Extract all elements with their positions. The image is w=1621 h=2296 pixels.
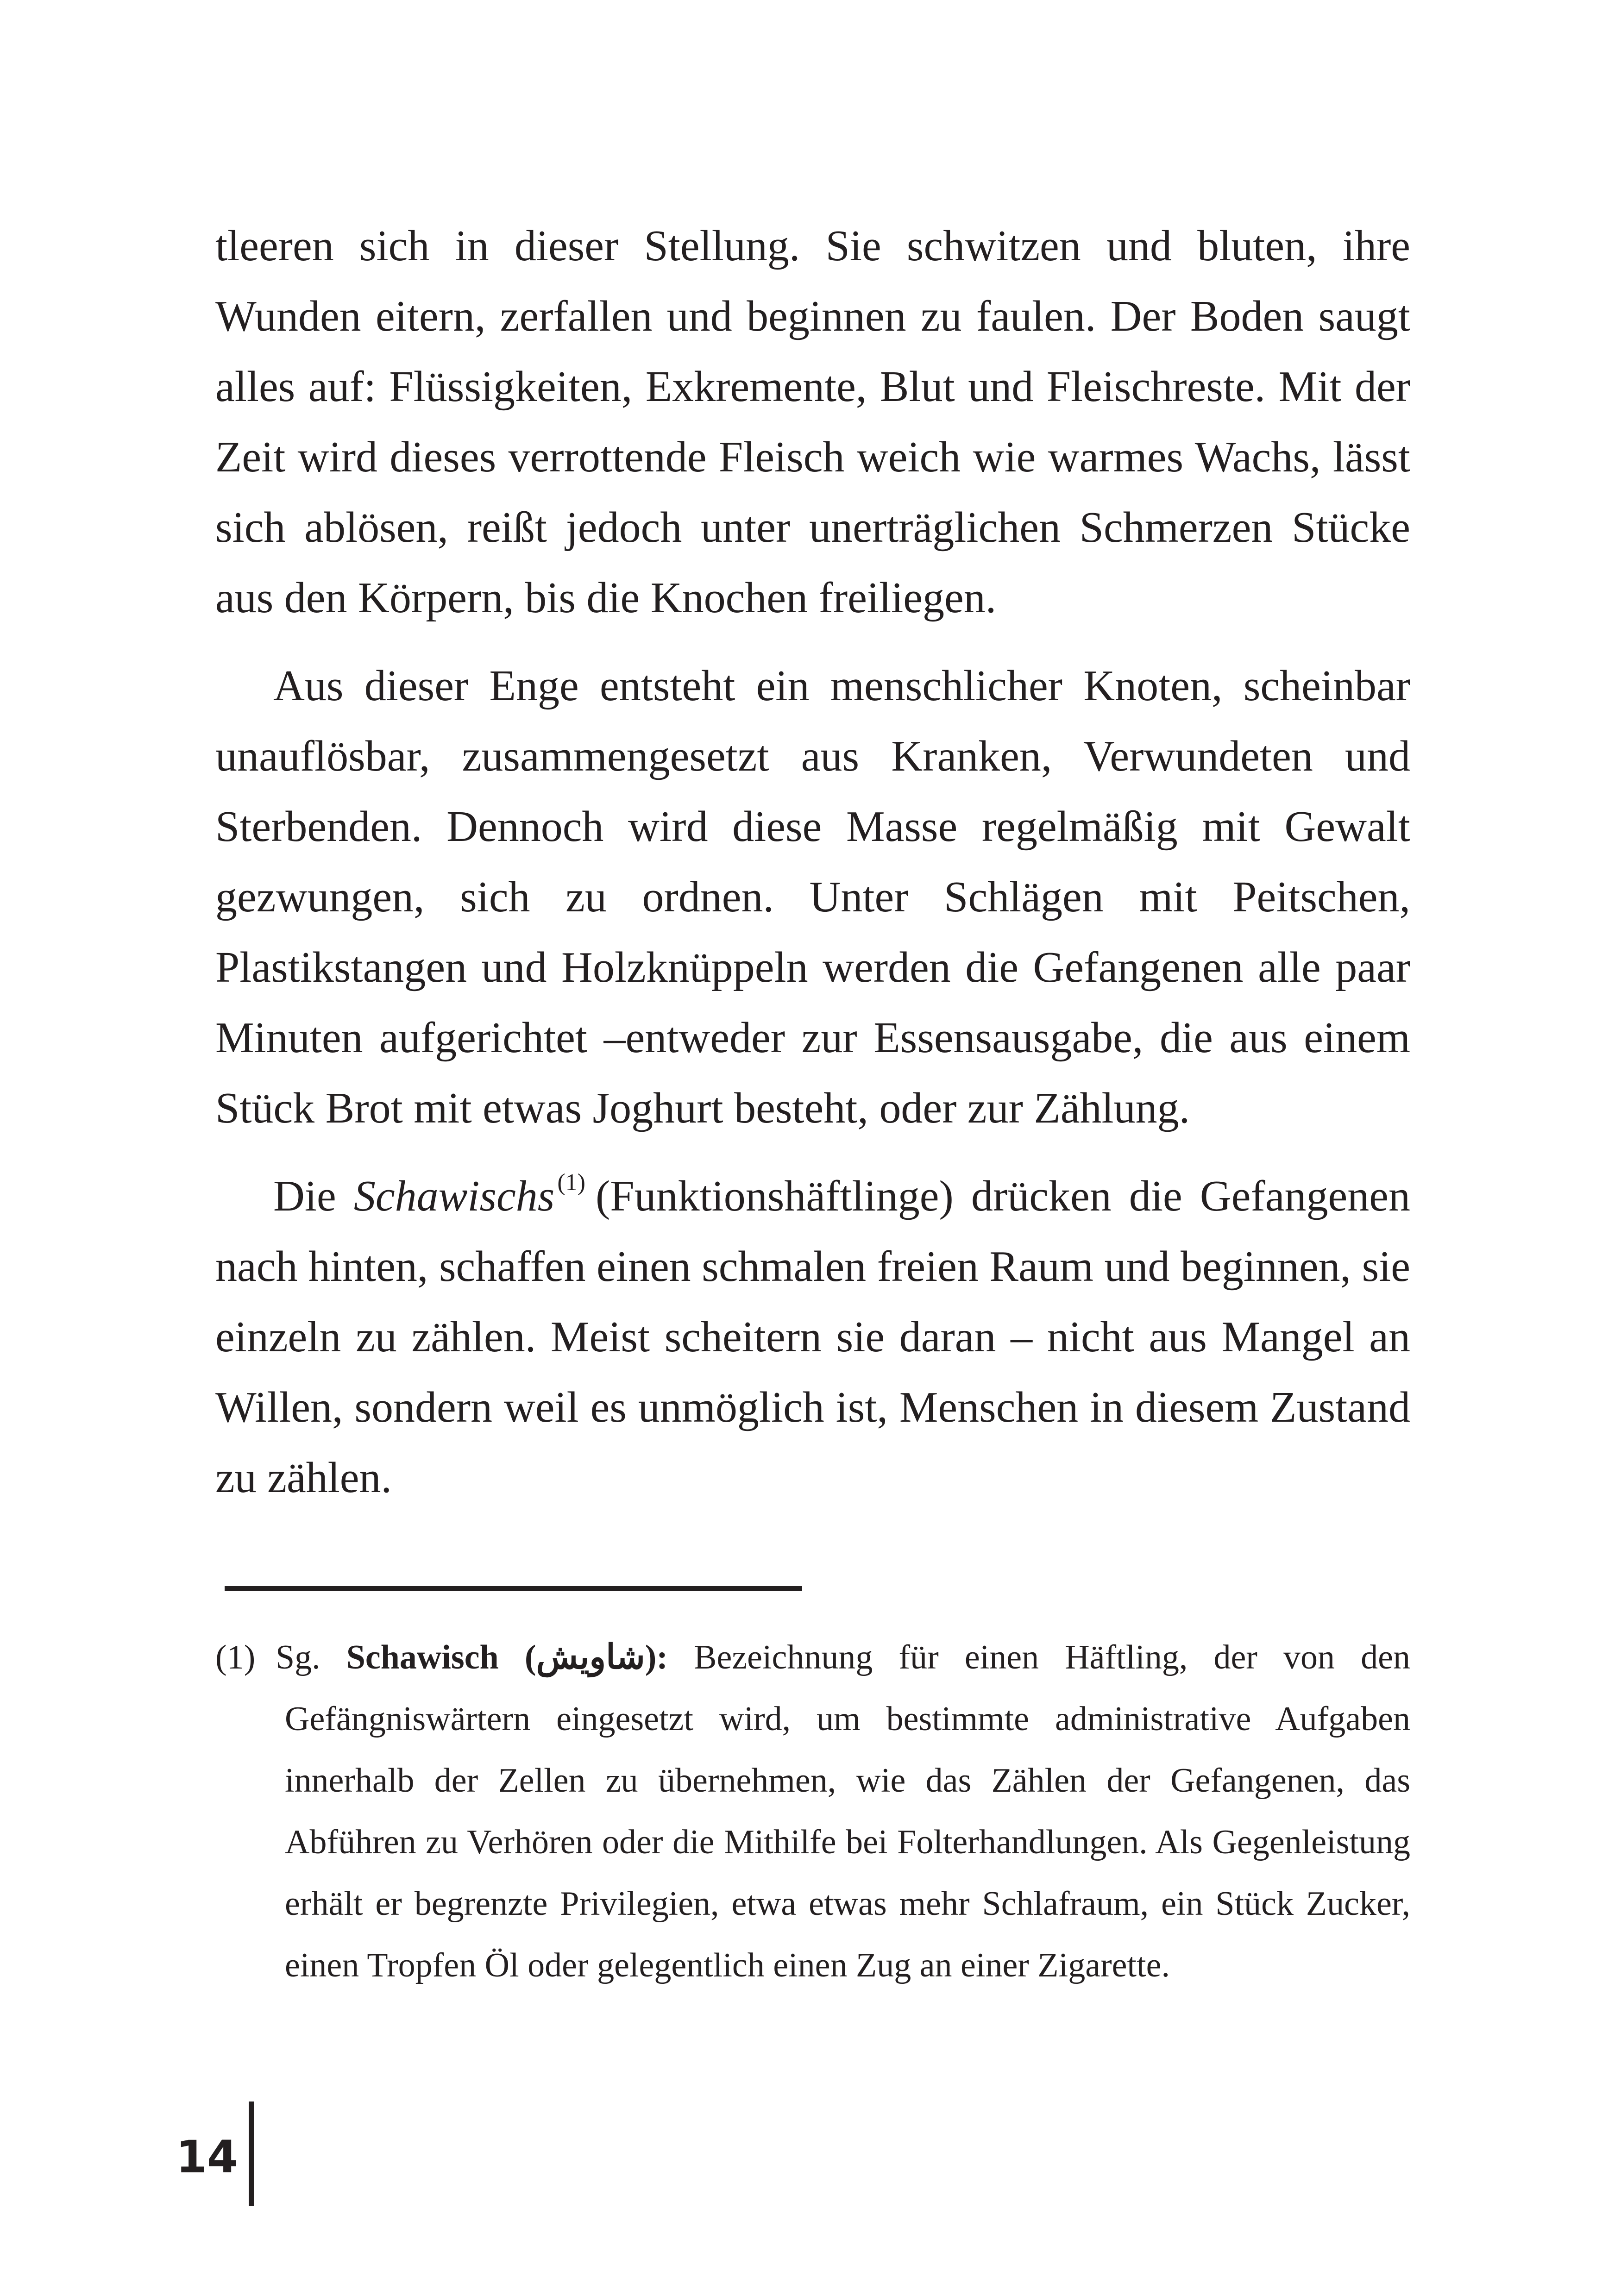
- paragraph-1: tleeren sich in dieser Stellung. Sie schwitzen und bluten, ihre Wunden eitern, zerfallen und beginnen zu faulen. Der Boden saugt alles auf: Flüssigkeiten, Exkremente, Blut und Fleischreste. Mit der Zeit wird dieses verrottende Fleisch weich wie warmes Wachs, lässt sich ablösen, reißt jedoch unter unerträglichen Schmerzen Stücke aus den Körpern, bis die Knochen freiliegen.: [215, 222, 1410, 622]
- paragraph-3-rest: (Funktionshäftlinge) drücken die Gefangenen nach hinten, schaffen einen schmalen freien Raum und beginnen, sie einzeln zu zählen. Meist scheitern sie daran – nicht aus Mangel an Willen, sondern weil es unmöglich ist, Menschen in diesem Zustand zu zählen.: [215, 1172, 1410, 1502]
- footnote-number: (1): [215, 1638, 256, 1676]
- footnote-separator: [225, 1586, 802, 1591]
- paragraph-3-lead: Die: [273, 1172, 354, 1220]
- page-number: 14: [176, 2131, 238, 2183]
- footnote: [215, 1627, 1410, 1996]
- paragraph-2: Aus dieser Enge entsteht ein menschlicher Knoten, scheinbar unauflösbar, zusammengesetzt aus Kranken, Verwundeten und Sterbenden. Dennoch wird diese Masse regelmäßig mit Gewalt gezwungen, sich zu ordnen. Unter Schlägen mit Peitschen, Plastikstangen und Holzknüppeln werden die Gefangenen alle paar Minuten aufgerichtet –entweder zur Essensausgabe, die aus einem Stück Brot mit etwas Joghurt besteht, oder zur Zählung.: [215, 662, 1410, 1132]
- footnote-reference[interactable]: (1): [557, 1169, 585, 1196]
- footnote-lead: Sg.: [276, 1638, 346, 1676]
- paragraph-3: [215, 1161, 1410, 1513]
- footnote-text: Bezeichnung für einen Häftling, der von den Gefängniswärtern eingesetzt wird, um bestimmte administrative Aufgaben innerhalb der Zellen zu übernehmen, wie das Zählen der Gefangenen, das Abführen zu Verhören oder die Mithilfe bei Folterhandlungen. Als Gegenleistung erhält er begrenzte Privilegien, etwa etwas mehr Schlafraum, ein Stück Zucker, einen Tropfen Öl oder gelegentlich einen Zug an einer Zigarette.: [285, 1638, 1410, 1984]
- page-number-divider: [249, 2102, 254, 2206]
- schawischs-term: Schawischs: [353, 1172, 555, 1220]
- footnote-term: Schawisch (شاويش):: [346, 1638, 668, 1676]
- footnote-body: [276, 1627, 1410, 1996]
- body-text: [215, 211, 1410, 1513]
